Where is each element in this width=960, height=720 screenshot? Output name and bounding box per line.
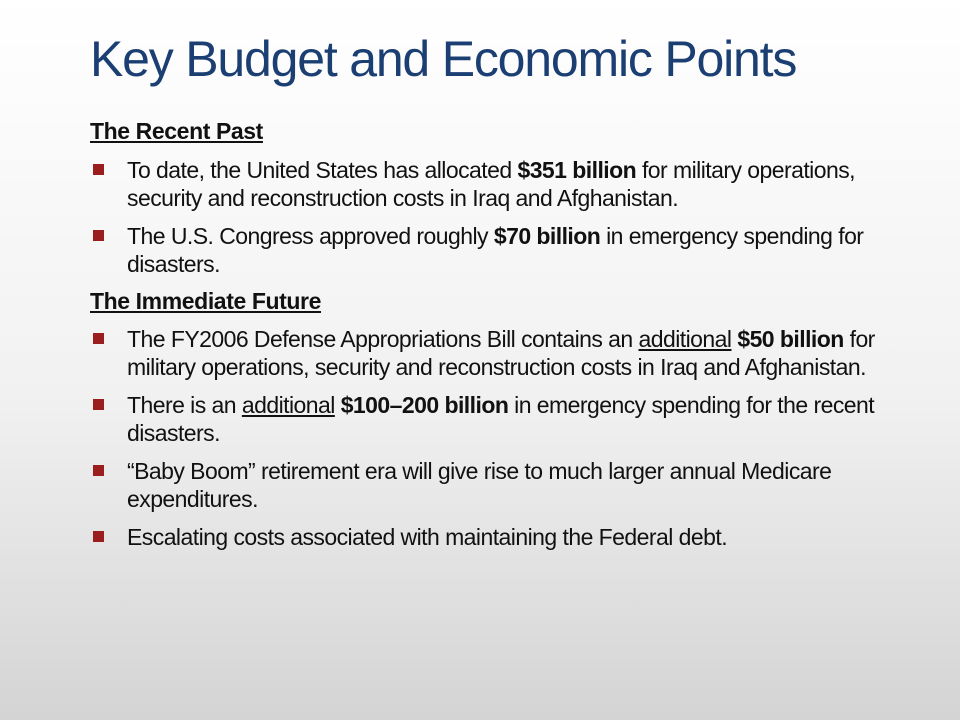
bullet-text: for military operations, security and reconstruction costs in Iraq and Afghanistan. [127, 156, 856, 211]
slide-content [90, 118, 920, 561]
bullet-text: in emergency spending for the recent disasters. [127, 392, 875, 447]
highlight-amount: $100–200 billion [340, 392, 509, 419]
square-bullet-icon [93, 531, 104, 542]
square-bullet-icon [93, 399, 104, 410]
highlight-amount: $70 billion [493, 222, 601, 249]
section-heading-immediate-future: The Immediate Future [90, 287, 321, 314]
slide-title: Key Budget and Economic Points [90, 31, 797, 87]
underlined-word: additional [241, 392, 335, 419]
bullet-text: To date, the United States has allocated [127, 156, 518, 183]
bullet-text: The U.S. Congress approved roughly [127, 222, 494, 249]
bullet-text: Escalating costs associated with maintaining the Federal debt. [127, 524, 728, 551]
square-bullet-icon [93, 230, 104, 241]
bullet-item [90, 325, 920, 381]
bullet-list-recent-past [90, 156, 920, 278]
bullet-text: There is an [127, 392, 242, 419]
bullet-text: The FY2006 Defense Appropriations Bill contains an [127, 326, 639, 353]
bullet-item [90, 156, 920, 212]
square-bullet-icon [93, 164, 104, 175]
section-heading-recent-past: The Recent Past [90, 118, 263, 144]
underlined-word: additional [638, 326, 732, 353]
bullet-text: “Baby Boom” retirement era will give rise to much larger annual Medicare expenditures. [127, 458, 832, 513]
highlight-amount: $351 billion [517, 156, 637, 183]
square-bullet-icon [93, 465, 104, 476]
bullet-item [90, 391, 920, 447]
bullet-item [90, 457, 920, 513]
square-bullet-icon [93, 333, 104, 344]
bullet-item [90, 523, 920, 551]
bullet-text: in emergency spending for disasters. [127, 222, 864, 277]
bullet-text: for military operations, security and reconstruction costs in Iraq and Afghanistan. [127, 326, 875, 381]
bullet-item [90, 222, 920, 278]
highlight-amount: $50 billion [737, 326, 844, 353]
bullet-list-immediate-future [90, 325, 920, 551]
